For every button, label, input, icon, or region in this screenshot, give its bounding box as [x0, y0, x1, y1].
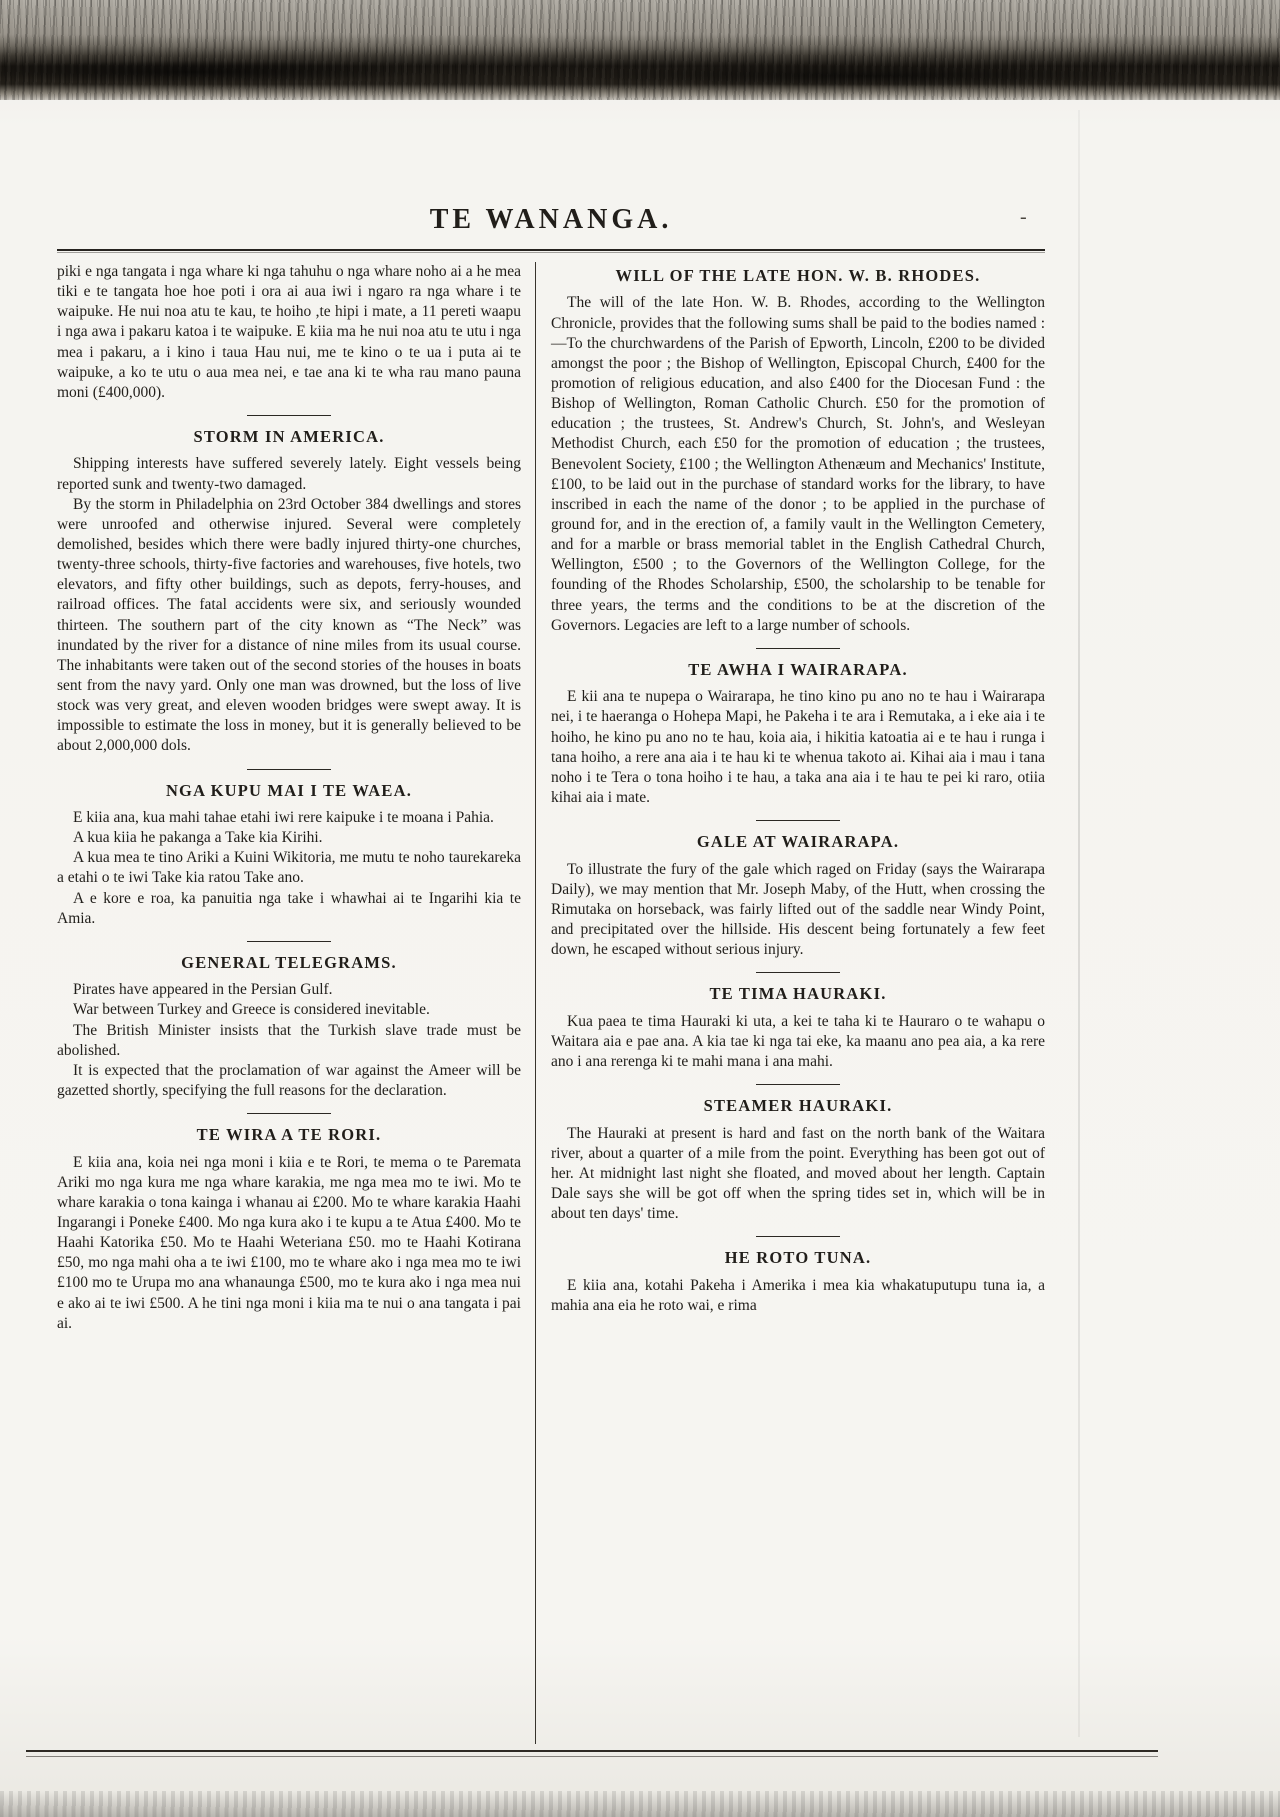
section-divider-rule — [247, 1113, 331, 1114]
section-divider-rule — [247, 415, 331, 416]
section-divider-rule — [756, 648, 840, 649]
article-paragraph: E kii ana te nupepa o Wairarapa, he tino kino pu ano no te hau i Wairarapa nei, i te haeranga o Hohepa Mapi, he Pakeha i te ara i Remutaka, a i eke aia i te hoiho, he kino pu ano no te hau, koia aia, i hikitia katoatia ai e te hau i runga i tana hoiho, a rere ana aia i te hau ki te whenua takoto ai. Kihai aia i mau i tana noho i te Tera o tona hoiho i te hau, a taka ana aia i te hau te pei ki raro, otiia kihai aia i mate. — [551, 688, 1045, 806]
masthead-title: TE WANANGA. — [429, 204, 673, 235]
article-heading: NGA KUPU MAI I TE WAEA. — [165, 780, 413, 800]
article-paragraph: Pirates have appeared in the Persian Gulf. — [73, 981, 333, 999]
stray-printers-mark: - — [1020, 206, 1027, 228]
article-paragraph: The British Minister insists that the Turkish slave trade must be abolished. — [57, 1021, 521, 1059]
article-paragraph: A kua kiia he pakanga a Take kia Kirihi. — [73, 829, 323, 847]
masthead-rule — [57, 249, 1045, 253]
article-paragraph: War between Turkey and Greece is considered inevitable. — [73, 1001, 430, 1019]
section-divider-rule — [756, 1084, 840, 1085]
article-paragraph: E kiia ana, kotahi Pakeha i Amerika i mea kia whakatuputupu tuna ia, a mahia ana eia he roto wai, e rima — [551, 1276, 1045, 1314]
article-paragraph: A e kore e roa, ka panuitia nga take i whawhai ai te Ingarihi kia te Amia. — [57, 889, 521, 927]
article-heading: STEAMER HAURAKI. — [703, 1096, 893, 1116]
article-paragraph: E kiia ana, koia nei nga moni i kiia e te Rori, te mema o te Paremata Ariki mo nga kura me nga whare karakia, me nga mea mo te iwi. Mo te whare karakia o tona kainga i whanau ai £200. Mo te whare karakia Haahi Ingarangi i Poneke £400. Mo nga kura ako i te kupu a te Atua £400. Mo te Haahi Katorika £50. Mo te Haahi Weteriana £50. mo te Haahi Kotirana £50, mo nga mahi oha a te iwi £100, mo te whare ako i nga mea mo te iwi £100 mo te Urupa mo ana whanaunga £500, mo te kura ako i nga mea nui e ako ai te iwi £500. A he tini nga moni i kiia ma te nui o ana tangata i pai ai. — [57, 1153, 521, 1332]
article-paragraph: The will of the late Hon. W. B. Rhodes, according to the Wellington Chronicle, provides that the following sums shall be paid to the bodies named :—To the churchwardens of the Parish of Epworth, Lincoln, £200 to be divided amongst the poor ; the Bishop of Wellington, Episcopal Church, £400 for the promotion of religious education, and also £400 for the Diocesan Fund : the Bishop of Wellington, Roman Catholic Church. £50 for the promotion of education ; the trustees, St. Andrew's Church, St. John's, and Wesleyan Methodist Church, each £50 for the promotion of education ; the trustees, Benevolent Society, £100 ; the Wellington Athenæum and Mechanics' Institute, £100, to be laid out in the purchase of standard works for the library, to have inscribed in each the name of the donor ; to be applied in the purchase of ground for, and in the erection of, a family vault in the Wellington Cemetery, and for a marble or brass memorial tablet in the English Cathedral Church, Wellington, £500 ; to the Governors of the Wellington College, for the founding of the Rhodes Scholarship, £500, the scholarship to be tenable for three years, the terms and the conditions to be at the discretion of the Governors. Legacies are left to a large number of schools. — [551, 294, 1045, 634]
scan-page-edge — [1078, 110, 1080, 1737]
article-paragraph: Shipping interests have suffered severely lately. Eight vessels being reported sunk and twenty-two damaged. — [57, 455, 521, 493]
article-paragraph: E kiia ana, kua mahi tahae etahi iwi rere kaipuke i te moana i Pahia. — [73, 808, 494, 826]
article-heading: TE AWHA I WAIRARAPA. — [688, 659, 908, 679]
article-heading: GENERAL TELEGRAMS. — [181, 952, 397, 972]
article-columns — [57, 262, 1045, 1744]
bottom-rule — [26, 1750, 1158, 1757]
article-paragraph: By the storm in Philadelphia on 23rd October 384 dwellings and stores were unroofed and otherwise injured. Several were completely demolished, besides which there were badly injured thirty-one churches, twenty-three schools, thirty-five factories and warehouses, five hotels, two elevators, and fifty other buildings, such as depots, ferry-houses, and railroad offices. The fatal accidents were six, and seriously wounded thirteen. The southern part of the city known as “The Neck” was inundated by the river for a distance of nine miles from its usual course. The inhabitants were taken out of the second stories of the houses in boats sent from the navy yard. Only one man was drowned, but the loss of live stock was very great, and eleven wooden bridges were swept away. It is impossible to estimate the loss in money, but it is generally believed to be about 2,000,000 dols. — [57, 495, 521, 755]
section-divider-rule — [756, 1236, 840, 1237]
article-heading: STORM IN AMERICA. — [193, 426, 385, 446]
right-column — [536, 262, 1045, 1744]
article-heading: WILL OF THE LATE HON. W. B. RHODES. — [615, 266, 981, 285]
scan-edge-band — [0, 0, 1280, 100]
article-heading: HE ROTO TUNA. — [724, 1248, 872, 1268]
scan-bottom-noise — [0, 1791, 1280, 1817]
article-paragraph: The Hauraki at present is hard and fast on the north bank of the Waitara river, about a quarter of a mile from the point. Everything has been got out of her. At midnight last night she floated, and moved about her length. Captain Dale says she will be got off when the spring tides set in, which will be in about ten days' time. — [551, 1124, 1045, 1223]
article-paragraph: Kua paea te tima Hauraki ki uta, a kei te taha ki te Hauraro o te wahapu o Waitara aia e pae ana. A kia tae ki nga tai eke, ka maanu ano pea aia, a ka rere ano i ana rerenga ki te mahi mana i ana mahi. — [551, 1012, 1045, 1070]
left-column — [57, 262, 535, 1744]
article-paragraph: piki e nga tangata i nga whare ki nga tahuhu o nga whare noho ai a he mea tiki e te tangata hoe hoe poti i ora ai aua iwi i ngaro ra nga whare i te waipuke. He nui noa atu te kau, te hoiho ,te hipi i mate, a 11 pereti waapu i nga awa i pakaru katoa i te waipuke. E kiia ma he nui noa atu te utu i nga mea i pakaru, a i kino i taua Hau nui, me te kino o te ua i puta ai te waipuke, a ko te utu o aua mea nei, e tae ana ki te wha rau mano pauna moni (£400,000). — [57, 263, 521, 401]
article-paragraph: To illustrate the fury of the gale which raged on Friday (says the Wairarapa Daily), we may mention that Mr. Joseph Maby, of the Hutt, when crossing the Rimutaka on horseback, was fairly lifted out of the saddle near Windy Point, and precipitated over the hillside. His descent being fortunately a few feet down, he escaped without serious injury. — [551, 860, 1045, 959]
article-heading: TE TIMA HAURAKI. — [709, 984, 887, 1004]
article-heading: GALE AT WAIRARAPA. — [696, 832, 900, 852]
article-heading: TE WIRA A TE RORI. — [196, 1125, 382, 1145]
section-divider-rule — [247, 769, 331, 770]
article-paragraph: A kua mea te tino Ariki a Kuini Wikitoria, me mutu te noho taurekareka a etahi o te iwi Take kia ratou Take ano. — [57, 849, 521, 887]
section-divider-rule — [756, 972, 840, 973]
section-divider-rule — [247, 941, 331, 942]
article-paragraph: It is expected that the proclamation of war against the Ameer will be gazetted shortly, specifying the full reasons for the declaration. — [57, 1061, 521, 1099]
section-divider-rule — [756, 820, 840, 821]
